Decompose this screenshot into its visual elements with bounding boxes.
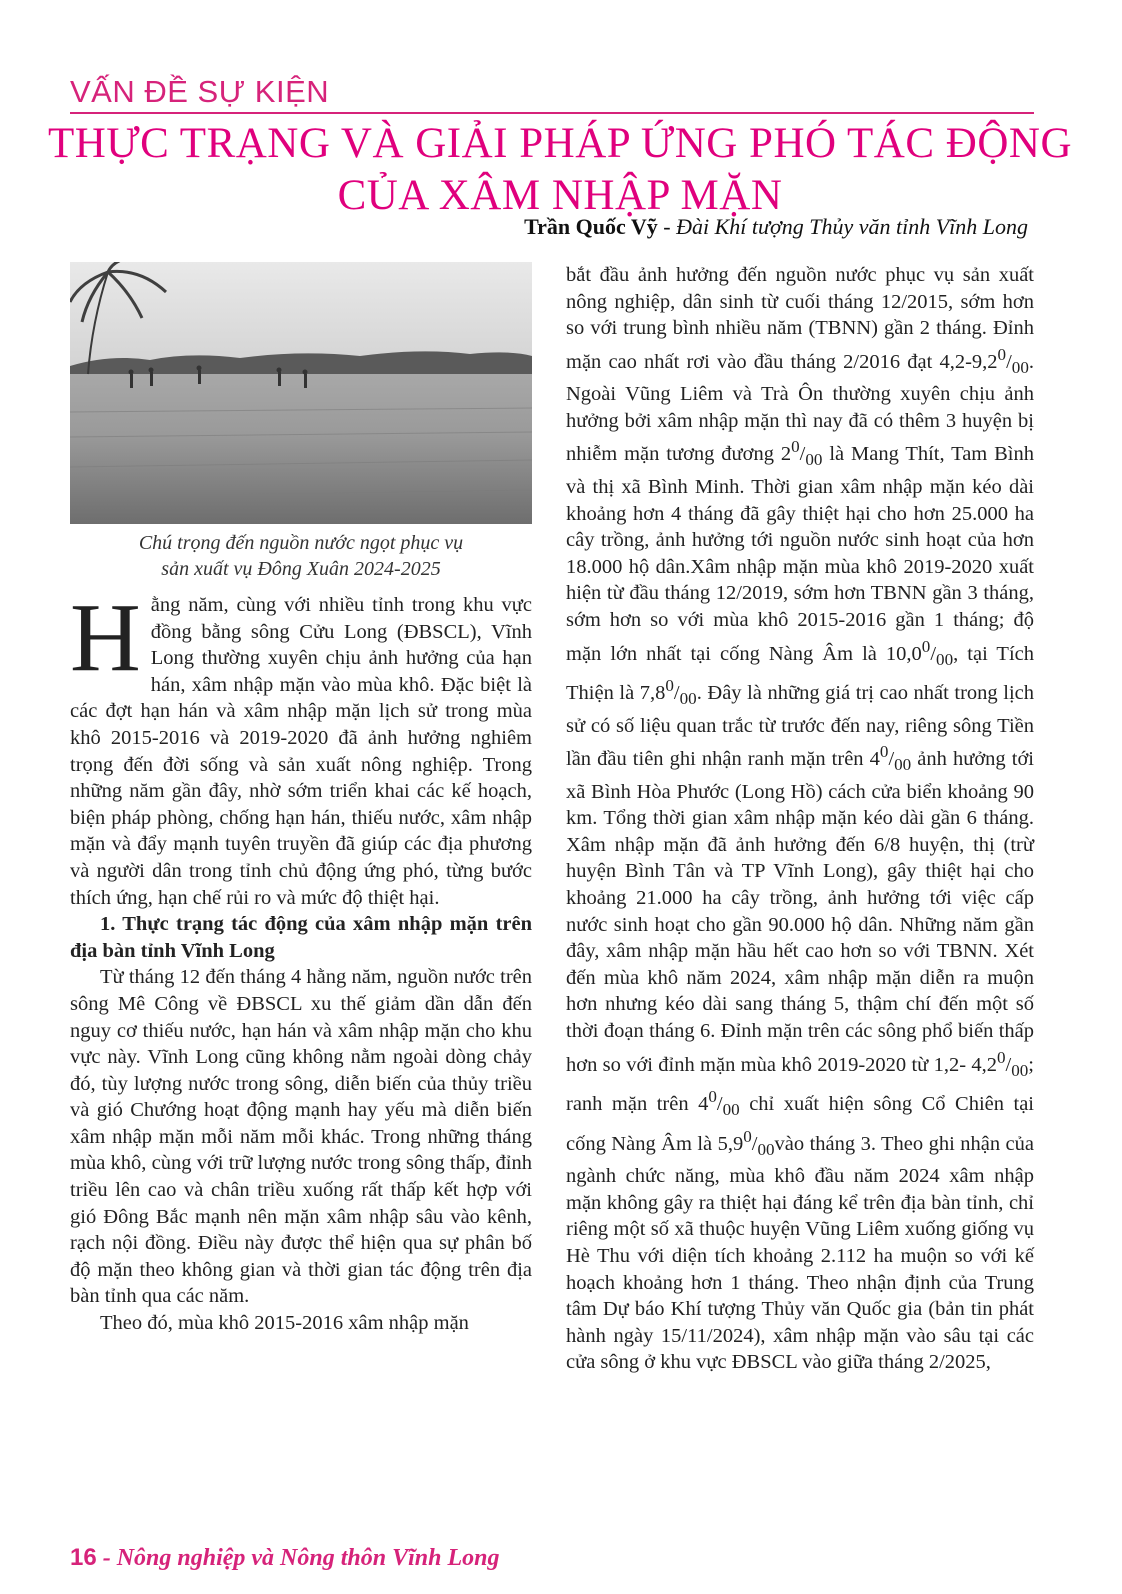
text-run-7: ; ranh mặn trên 4 <box>566 1053 1034 1115</box>
caption-line-2: sản xuất vụ Đông Xuân 2024-2025 <box>161 558 441 580</box>
unit-sup: 0 <box>921 636 931 656</box>
header-rule <box>70 112 1034 114</box>
article-title <box>40 118 1080 222</box>
magazine-name: - Nông nghiệp và Nông thôn Vĩnh Long <box>96 1545 500 1571</box>
unit-sup: 0 <box>743 1126 752 1146</box>
unit-sup: 0 <box>879 742 889 762</box>
intro-text: ằng năm, cùng với nhiều tỉnh trong khu vực đồng bằng sông Cửu Long (ĐBSCL), Vĩnh Long thường xuyên chịu ảnh hưởng của hạn hán, xâm nhập mặn vào mùa khô. Đặc biệt là các đợt hạn hán và xâm nhập mặn lịch sử trong mùa khô 2015-2016 và 2019-2020 đã ảnh hưởng nghiêm trọng đến đời sống và sản xuất nông nghiệp. Trong những năm gần đây, nhờ sớm triển khai các kế hoạch, biện pháp phòng, chống hạn hán, thiếu nước, xâm nhập mặn và đẩy mạnh tuyên truyền đã giúp các địa phương và người dân trong tỉnh chủ động ứng phó, từng bước thích ứng, hạn chế rủi ro và mức độ thiệt hại. <box>70 594 532 909</box>
drop-cap: H <box>70 584 141 692</box>
paragraph-2: Từ tháng 12 đến tháng 4 hằng năm, nguồn nước trên sông Mê Công về ĐBSCL xu thế giảm dần dẫn đến nguy cơ thiếu nước, hạn hán và xâm nhập mặn cho khu vực này. Vĩnh Long cũng không nằm ngoài dòng chảy đó, tùy lượng nước trong sông, diễn biến của thủy triều và gió Chướng hoạt động mạnh hay yếu mà diễn biến xâm nhập mặn mỗi năm mỗi khác. Trong những tháng mùa khô, cùng với trữ lượng nước trong sông thấp, đỉnh triều lên cao và chân triều xuống rất thấp kết hợp với gió Đông Bắc mạnh nên mặn xâm nhập sâu vào kênh, rạch nội đồng. Điều này được thể hiện qua sự phân bố độ mặn theo không gian và thời gian tác động trên địa bàn tỉnh qua các năm. <box>70 966 532 1308</box>
page-number: 16 <box>70 1544 97 1571</box>
paragraph-continued: bắt đầu ảnh hưởng đến nguồn nước phục vụ sản xuất nông nghiệp, dân sinh từ cuối tháng 12/2015, sớm hơn so với trung bình nhiều năm (TBNN) gần 2 tháng. Đỉnh mặn cao nhất rơi vào đầu tháng 2/2016 đạt $4,2-9,2^0/_{00}$. Ngoài Vũng Liêm và Trà Ôn thường xuyên chịu ảnh hưởng bởi xâm nhập mặn thì nay đã có thêm 3 huyện bị nhiễm mặn tương đương $2^0/_{00}$ là Mang Thít, Tam Bình và thị xã Bình Minh. Thời gian xâm nhập mặn kéo dài khoảng hơn 4 tháng đã gây thiệt hại cho hơn 25.000 ha cây trồng, ảnh hưởng tới nguồn nước sinh hoạt của hơn 18.000 hộ dân.Xâm nhập mặn mùa khô 2019-2020 xuất hiện từ đầu tháng 12/2019, sớm hơn TBNN gần 3 tháng, sớm hơn so với mùa khô 2015-2016 gần 1 tháng; độ mặn lớn nhất tại cống Nàng Âm là $10,0^0/_{00}$, tại Tích Thiện là $7,8^0/_{00}$. Đây là những giá trị cao nhất trong lịch sử có số liệu quan trắc từ trước đến nay, riêng sông Tiền lần đầu tiên ghi nhận ranh mặn trên $4^0/_{00}$ ảnh hưởng tới xã Bình Hòa Phước (Long Hồ) cách cửa biển khoảng 90 km. Tổng thời gian xâm nhập mặn kéo dài gần 6 tháng. Xâm nhập mặn đã ảnh hưởng đến 6/8 huyện, thị (trừ huyện Bình Tân và TP Vĩnh Long), gây thiệt hại cho khoảng 21.000 ha cây trồng, ảnh hưởng tới việc cấp nước sinh hoạt cho gần 90.000 hộ dân. Những năm gần đây, xâm nhập mặn hầu hết cao hơn so với TBNN. Xét đến mùa khô năm 2024, xâm nhập mặn diễn ra muộn hơn nhưng kéo dài sang tháng 5, thậm chí đến một số thời đoạn tháng 6. Đỉnh mặn trên các sông phổ biến thấp hơn so với đỉnh mặn mùa khô 2019-2020 từ 1,2- $4,2^0/_{00}$; ranh mặn trên $4^0/_{00}$ chỉ xuất hiện sông Cổ Chiên tại cống Nàng Âm là $5,9^0/_{00}vào$ tháng 3. Theo ghi nhận của ngành chức năng, mùa khô đầu năm 2024 xâm nhập mặn không gây ra thiệt hại đáng kể trên địa bàn tỉnh, chỉ riêng một số xã thuộc huyện Vũng Liêm xuống giống vụ Hè Thu với diện tích khoảng 2.112 ha muộn so với kế hoạch khoảng hơn 1 tháng. Theo nhận định của Trung tâm Dự báo Khí tượng Thủy văn Quốc gia (bản tin phát hành ngày 15/11/2024), xâm nhập mặn vào sâu tại các cửa sông ở khu vực ĐBSCL vào giữa tháng 2/2025, <box>566 264 1034 1374</box>
text-run-4: , tại Tích Thiện là 7,8 <box>566 642 1034 704</box>
unit-sub: 00 <box>757 1139 775 1159</box>
rice-field-photo <box>70 262 532 524</box>
text-run-6: ảnh hưởng tới xã Bình Hòa Phước (Long Hồ) cách cửa biển khoảng 90 km. Tổng thời gian xâm nhập mặn kéo dài gần 6 tháng. Xâm nhập mặn đã ảnh hưởng đến 6/8 huyện, thị (trừ huyện Bình Tân và TP Vĩnh Long), gây thiệt hại cho khoảng 21.000 ha cây trồng, ảnh hưởng tới việc cấp nước sinh hoạt cho gần 90.000 hộ dân. Những năm gần đây, xâm nhập mặn hầu hết cao hơn so với TBNN. Xét đến mùa khô năm 2024, xâm nhập mặn diễn ra muộn hơn nhưng kéo dài sang tháng 5, thậm chí đến một số thời đoạn tháng 6. Đỉnh mặn trên các sông phổ biến thấp hơn so với đỉnh mặn mùa khô 2019-2020 từ 1,2- 4,2 <box>566 748 1034 1076</box>
text-run-3: là Mang Thít, Tam Bình và thị xã Bình Minh. Thời gian xâm nhập mặn kéo dài khoảng hơn 4 tháng đã gây thiệt hại cho hơn 25.000 ha cây trồng, ảnh hưởng tới nguồn nước sinh hoạt của hơn 18.000 hộ dân.Xâm nhập mặn mùa khô 2019-2020 xuất hiện từ đầu tháng 12/2019, sớm hơn TBNN gần 3 tháng, sớm hơn so với mùa khô 2015-2016 gần 1 tháng; độ mặn lớn nhất tại cống Nàng Âm là 10,0 <box>566 443 1034 665</box>
unit-sup: 0 <box>665 676 674 696</box>
left-column <box>70 584 532 1337</box>
unit-sup: 0 <box>997 344 1007 364</box>
unit-sub: 00 <box>1011 357 1029 377</box>
text-run-2: . Ngoài Vũng Liêm và Trà Ôn thường xuyên chịu ảnh hưởng bởi xâm nhập mặn thì nay đã có thêm 3 huyện bị nhiễm mặn tương đương 2 <box>566 350 1034 466</box>
photo-caption <box>70 530 532 582</box>
author-name: Trần Quốc Vỹ <box>524 214 658 239</box>
text-run-1: bắt đầu ảnh hưởng đến nguồn nước phục vụ sản xuất nông nghiệp, dân sinh từ cuối tháng 12/2015, sớm hơn so với trung bình nhiều năm (TBNN) gần 2 tháng. Đỉnh mặn cao nhất rơi vào đầu tháng 2/2016 đạt 4,2-9,2 <box>566 264 1034 373</box>
unit-sub: 00 <box>894 755 912 775</box>
unit-sub: 00 <box>679 689 697 708</box>
text-run-8: chỉ xuất hiện sông Cổ Chiên tại cống Nàng Âm là 5,9 <box>566 1092 1034 1155</box>
title-line-2: CỦA XÂM NHẬP MẶN <box>337 172 783 219</box>
unit-sup: 0 <box>708 1087 717 1107</box>
unit-sup: 0 <box>791 437 800 457</box>
text-run-9: vào tháng 3. Theo ghi nhận của ngành chức năng, mùa khô đầu năm 2024 xâm nhập mặn không gây ra thiệt hại đáng kể trên địa bàn tỉnh, chỉ riêng một số xã thuộc huyện Vũng Liêm xuống giống vụ Hè Thu với diện tích khoảng 2.112 ha muộn so với kế hoạch khoảng hơn 1 tháng. Theo nhận định của Trung tâm Dự báo Khí tượng Thủy văn Quốc gia (bản tin phát hành ngày 15/11/2024), xâm nhập mặn vào sâu tại các cửa sông ở khu vực ĐBSCL vào giữa tháng 2/2025, <box>566 1132 1034 1374</box>
unit-sub: 00 <box>936 649 954 669</box>
page-footer <box>70 1544 499 1572</box>
caption-line-1: Chú trọng đến nguồn nước ngọt phục vụ <box>138 532 464 554</box>
paragraph-3: Theo đó, mùa khô 2015-2016 xâm nhập mặn <box>100 1312 469 1335</box>
unit-sub: 00 <box>805 450 823 470</box>
unit-sup: 0 <box>996 1047 1006 1067</box>
photo-illustration <box>70 262 532 524</box>
intro-paragraph <box>70 584 532 911</box>
text-run-5: . Đây là những giá trị cao nhất trong lịch sử có số liệu quan trắc từ trước đến nay, riêng sông Tiền lần đầu tiên ghi nhận ranh mặn trên 4 <box>566 681 1034 771</box>
unit-sub: 00 <box>722 1100 740 1120</box>
section-label: VẤN ĐỀ SỰ KIỆN <box>70 74 330 109</box>
author-affiliation: - Đài Khí tượng Thủy văn tỉnh Vĩnh Long <box>657 214 1028 239</box>
byline <box>524 214 1028 240</box>
section-heading-1: 1. Thực trạng tác động của xâm nhập mặn trên địa bàn tỉnh Vĩnh Long <box>70 913 532 962</box>
title-line-1: THỰC TRẠNG VÀ GIẢI PHÁP ỨNG PHÓ TÁC ĐỘNG <box>47 120 1073 167</box>
unit-sub: 00 <box>1011 1060 1029 1080</box>
right-column <box>566 262 1034 1376</box>
